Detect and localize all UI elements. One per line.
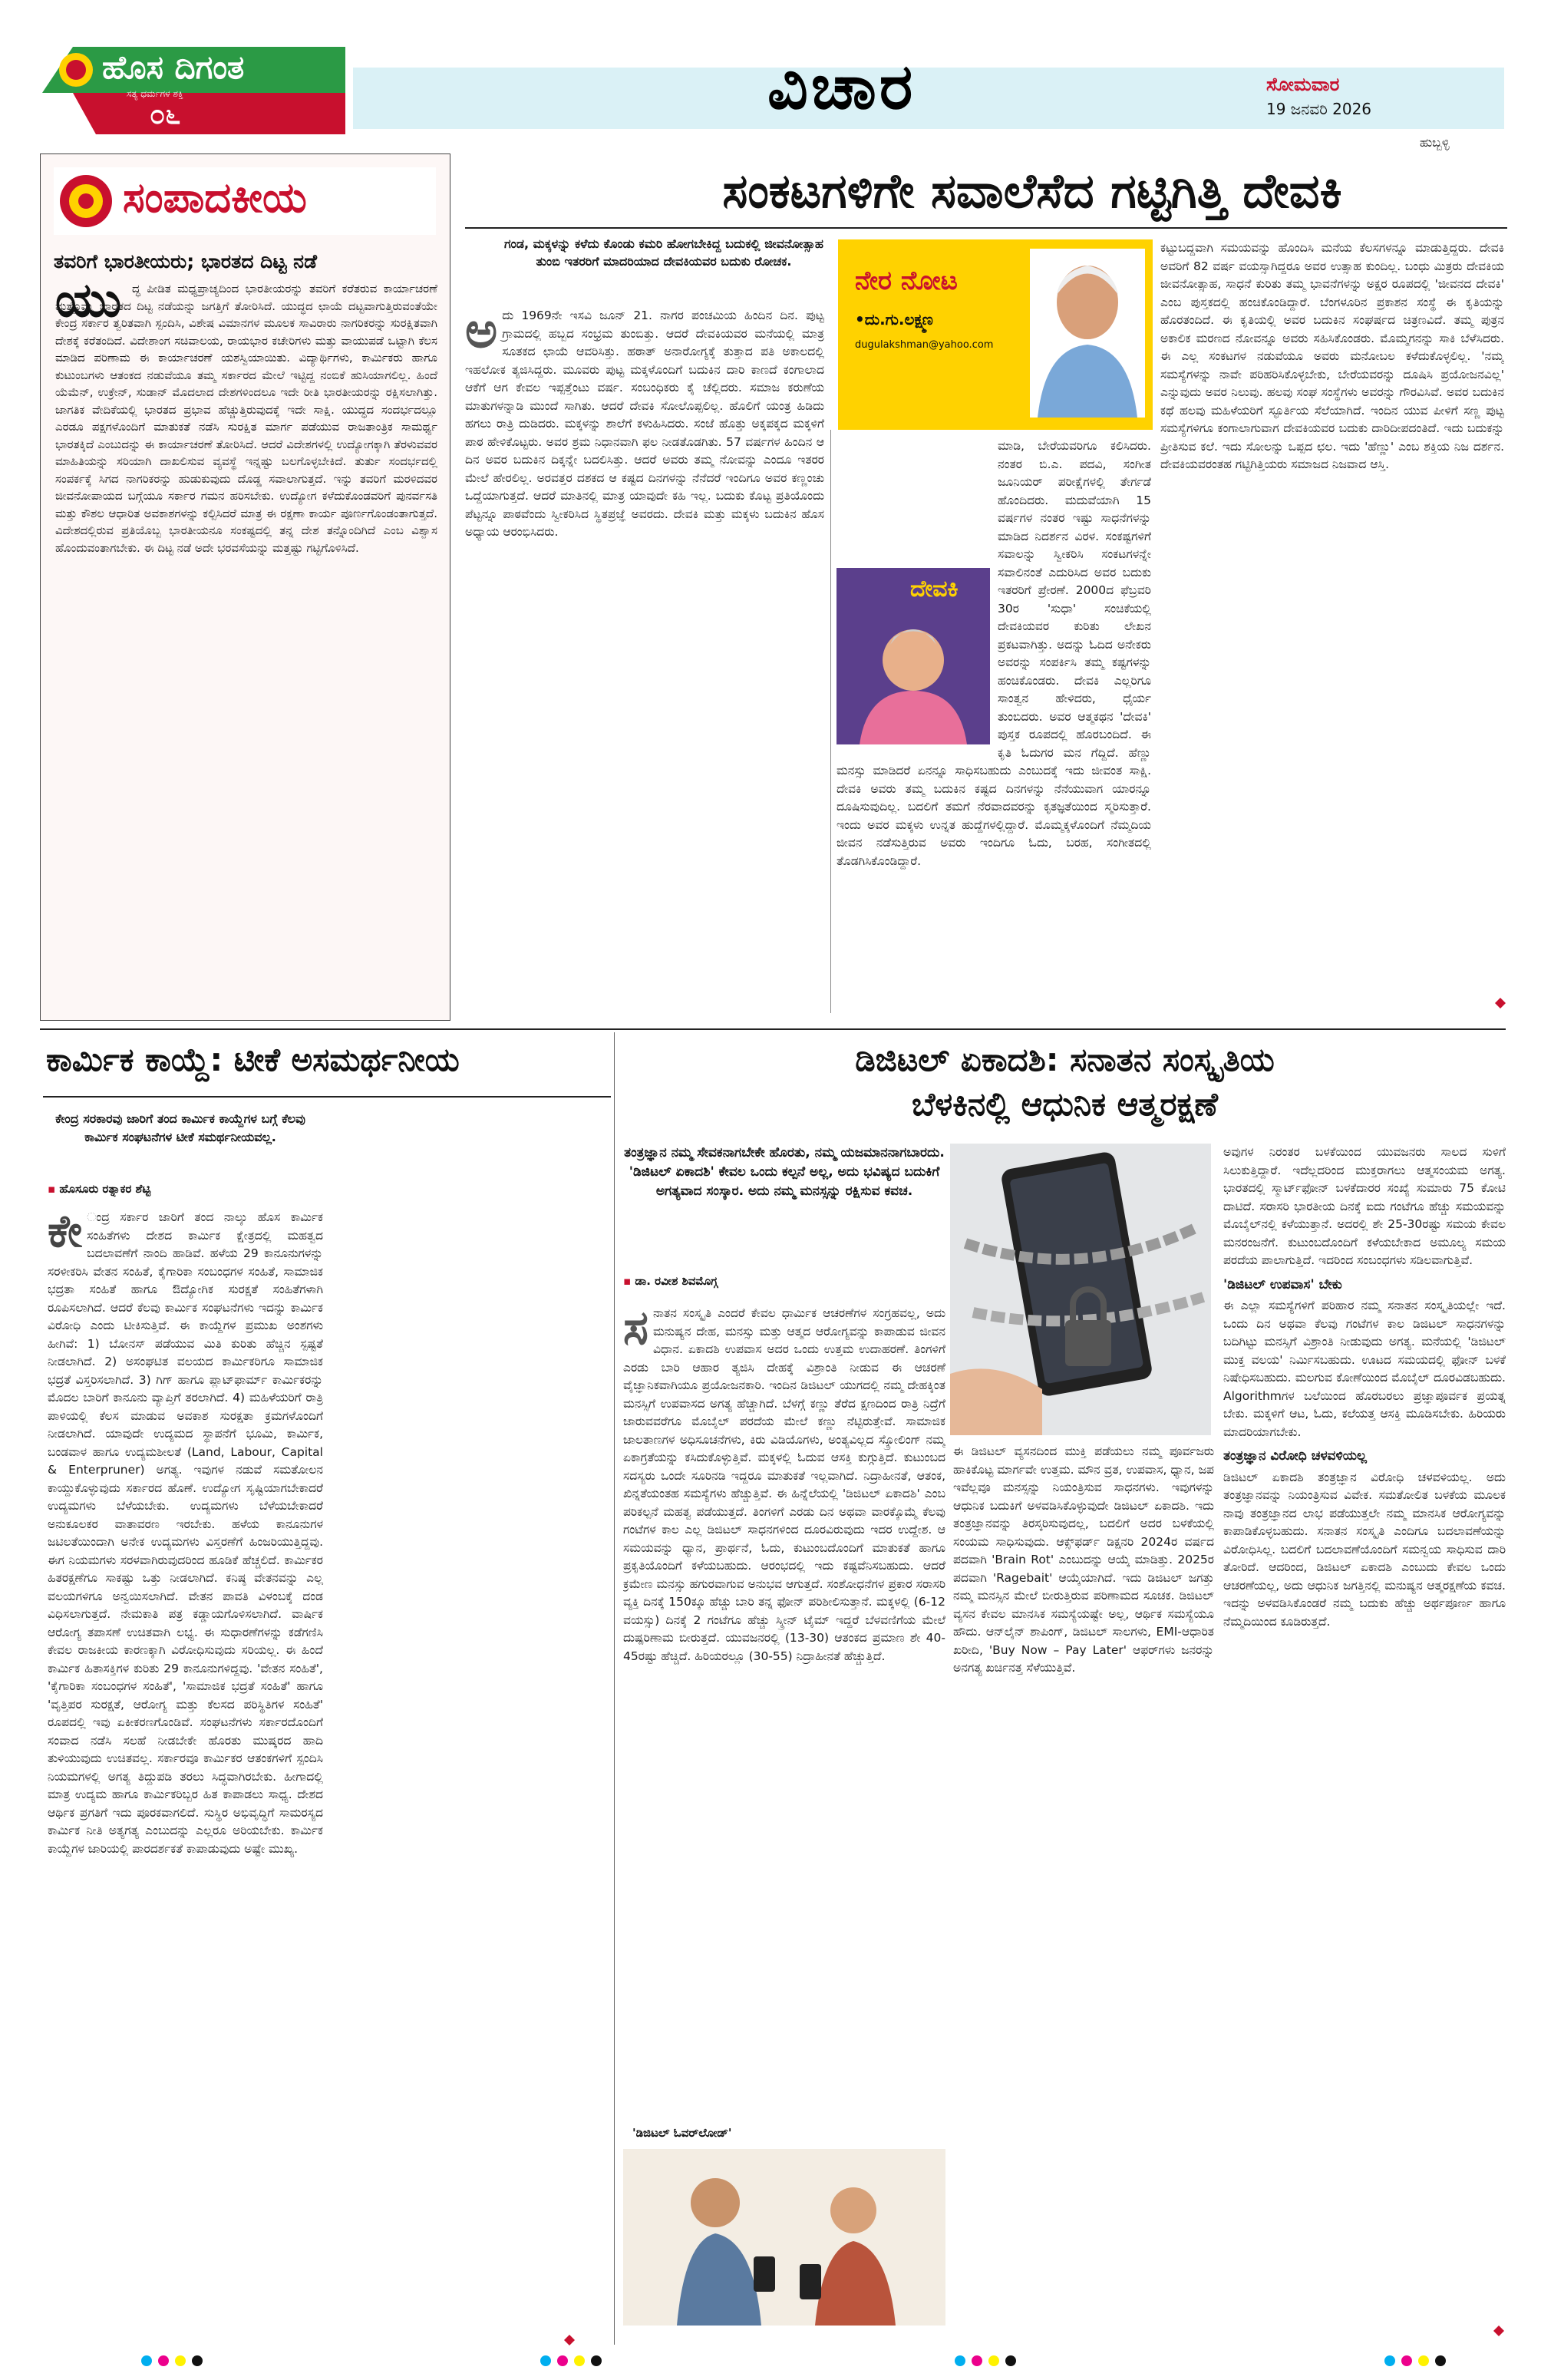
feature-body-2	[836, 437, 1151, 1013]
labour-body	[48, 1209, 615, 2322]
labour-dropcap: ಕೇ	[48, 1209, 83, 1257]
digital-author	[623, 1274, 945, 1288]
registration-marks-mid2	[952, 2355, 1019, 2369]
editorial-body	[55, 280, 437, 1005]
issue-date: 19 ಜನವರಿ 2026	[1266, 100, 1372, 118]
digital-text-4: ಈ ಎಲ್ಲಾ ಸಮಸ್ಯೆಗಳಿಗೆ ಪರಿಹಾರ ನಮ್ಮ ಸನಾತನ ಸಂಸ್ಕೃತಿಯಲ್ಲೇ ಇದೆ. ಒಂದು ದಿನ ಅಥವಾ ಕೆಲವು ಗಂಟೆಗಳ ಕಾಲ ಡಿಜಿಟಲ್ ಸಾಧನಗಳನ್ನು ಬದಿಗಿಟ್ಟು ಮನಸ್ಸಿಗೆ ವಿಶ್ರಾಂತಿ ನೀಡುವುದು ಅಗತ್ಯ. ಮನೆಯಲ್ಲಿ 'ಡಿಜಿಟಲ್ ಮುಕ್ತ ವಲಯ' ನಿರ್ಮಿಸಬಹುದು. ಊಟದ ಸಮಯದಲ್ಲಿ ಫೋನ್ ಬಳಕೆ ನಿಷೇಧಿಸಬಹುದು. ಮಲಗುವ ಕೋಣೆಯಿಂದ ಮೊಬೈಲ್ ದೂರವಿಡಬಹುದು. Algorithmಗಳ ಬಲೆಯಿಂದ ಹೊರಬರಲು ಪ್ರಜ್ಞಾಪೂರ್ವಕ ಪ್ರಯತ್ನ ಬೇಕು. ಮಕ್ಕಳಿಗೆ ಆಟ, ಓದು, ಕಲೆಯತ್ತ ಆಸಕ್ತಿ ಮೂಡಿಸಬೇಕು. ಹಿರಿಯರು ಮಾದರಿಯಾಗಬೇಕು.	[1223, 1299, 1506, 1439]
labour-text: ಂದ್ರ ಸರ್ಕಾರ ಜಾರಿಗೆ ತಂದ ನಾಲ್ಕು ಹೊಸ ಕಾರ್ಮಿಕ ಸಂಹಿತೆಗಳು ದೇಶದ ಕಾರ್ಮಿಕ ಕ್ಷೇತ್ರದಲ್ಲಿ ಮಹತ್ವದ ಬದಲಾವಣೆಗೆ ನಾಂದಿ ಹಾಡಿವೆ. ಹಳೆಯ 29 ಕಾನೂನುಗಳನ್ನು ಸರಳೀಕರಿಸಿ ವೇತನ ಸಂಹಿತೆ, ಕೈಗಾರಿಕಾ ಸಂಬಂಧಗಳ ಸಂಹಿತೆ, ಸಾಮಾಜಿಕ ಭದ್ರತಾ ಸಂಹಿತೆ ಹಾಗೂ ಔದ್ಯೋಗಿಕ ಸುರಕ್ಷತೆ ಸಂಹಿತೆಗಳಾಗಿ ರೂಪಿಸಲಾಗಿದೆ. ಆದರೆ ಕೆಲವು ಕಾರ್ಮಿಕ ಸಂಘಟನೆಗಳು ಇದನ್ನು ಕಾರ್ಮಿಕ ವಿರೋಧಿ ಎಂದು ಟೀಕಿಸುತ್ತಿವೆ. ಈ ಕಾಯ್ದೆಗಳ ಪ್ರಮುಖ ಅಂಶಗಳು ಹೀಗಿವೆ: 1) ಬೋನಸ್ ಪಡೆಯುವ ಮಿತಿ ಕುರಿತು ಹೆಚ್ಚಿನ ಸ್ಪಷ್ಟತೆ ನೀಡಲಾಗಿದೆ. 2) ಅಸಂಘಟಿತ ವಲಯದ ಕಾರ್ಮಿಕರಿಗೂ ಸಾಮಾಜಿಕ ಭದ್ರತೆ ವಿಸ್ತರಿಸಲಾಗಿದೆ. 3) ಗಿಗ್ ಹಾಗೂ ಪ್ಲಾಟ್‌ಫಾರ್ಮ್ ಕಾರ್ಮಿಕರನ್ನು ಮೊದಲ ಬಾರಿಗೆ ಕಾನೂನು ವ್ಯಾಪ್ತಿಗೆ ತರಲಾಗಿದೆ. 4) ಮಹಿಳೆಯರಿಗೆ ರಾತ್ರಿ ಪಾಳಿಯಲ್ಲಿ ಕೆಲಸ ಮಾಡುವ ಅವಕಾಶ ಸುರಕ್ಷತಾ ಕ್ರಮಗಳೊಂದಿಗೆ ನೀಡಲಾಗಿದೆ. ಯಾವುದೇ ಉದ್ಯಮದ ಸ್ಥಾಪನೆಗೆ ಭೂಮಿ, ಕಾರ್ಮಿಕ, ಬಂಡವಾಳ ಹಾಗೂ ಉದ್ಯಮಶೀಲತೆ (Land, Labour, Capital & Enterpruner) ಅಗತ್ಯ. ಇವುಗಳ ನಡುವೆ ಸಮತೋಲನ ಕಾಯ್ದುಕೊಳ್ಳುವುದು ಸರ್ಕಾರದ ಹೊಣೆ. ಉದ್ಯೋಗ ಸೃಷ್ಟಿಯಾಗಬೇಕಾದರೆ ಉದ್ಯಮಗಳು ಬೆಳೆಯಬೇಕು. ಉದ್ಯಮಗಳು ಬೆಳೆಯಬೇಕಾದರೆ ಅನುಕೂಲಕರ ವಾತಾವರಣ ಇರಬೇಕು. ಹಳೆಯ ಕಾನೂನುಗಳ ಜಟಿಲತೆಯಿಂದಾಗಿ ಅನೇಕ ಉದ್ಯಮಗಳು ವಿಸ್ತರಣೆಗೆ ಹಿಂಜರಿಯುತ್ತಿದ್ದವು. ಈಗ ನಿಯಮಗಳು ಸರಳವಾಗಿರುವುದರಿಂದ ಹೂಡಿಕೆ ಹೆಚ್ಚಲಿದೆ. ಕಾರ್ಮಿಕರ ಹಿತರಕ್ಷಣೆಗೂ ಸಾಕಷ್ಟು ಒತ್ತು ನೀಡಲಾಗಿದೆ. ಕನಿಷ್ಠ ವೇತನವನ್ನು ಎಲ್ಲ ವಲಯಗಳಿಗೂ ಅನ್ವಯಿಸಲಾಗಿದೆ. ವೇತನ ಪಾವತಿ ವಿಳಂಬಕ್ಕೆ ದಂಡ ವಿಧಿಸಲಾಗುತ್ತದೆ. ನೇಮಕಾತಿ ಪತ್ರ ಕಡ್ಡಾಯಗೊಳಿಸಲಾಗಿದೆ. ವಾರ್ಷಿಕ ಆರೋಗ್ಯ ತಪಾಸಣೆ ಉಚಿತವಾಗಿ ಲಭ್ಯ. ಈ ಸುಧಾರಣೆಗಳನ್ನು ಕಡೆಗಣಿಸಿ ಕೇವಲ ರಾಜಕೀಯ ಕಾರಣಕ್ಕಾಗಿ ವಿರೋಧಿಸುವುದು ಸರಿಯಲ್ಲ. ಈ ಹಿಂದೆ ಕಾರ್ಮಿಕ ಹಿತಾಸಕ್ತಿಗಳ ಕುರಿತು 29 ಕಾನೂನುಗಳಿದ್ದವು. 'ವೇತನ ಸಂಹಿತೆ', 'ಕೈಗಾರಿಕಾ ಸಂಬಂಧಗಳ ಸಂಹಿತೆ', 'ಸಾಮಾಜಿಕ ಭದ್ರತೆ ಸಂಹಿತೆ' ಹಾಗೂ 'ವೃತ್ತಿಪರ ಸುರಕ್ಷತೆ, ಆರೋಗ್ಯ ಮತ್ತು ಕೆಲಸದ ಪರಿಸ್ಥಿತಿಗಳ ಸಂಹಿತೆ' ರೂಪದಲ್ಲಿ ಇವು ಏಕೀಕರಣಗೊಂಡಿವೆ. ಸಂಘಟನೆಗಳು ಸರ್ಕಾರದೊಂದಿಗೆ ಸಂವಾದ ನಡೆಸಿ ಸಲಹೆ ನೀಡಬೇಕೇ ಹೊರತು ಮುಷ್ಕರದ ಹಾದಿ ತುಳಿಯುವುದು ಉಚಿತವಲ್ಲ. ಸರ್ಕಾರವೂ ಕಾರ್ಮಿಕರ ಆತಂಕಗಳಿಗೆ ಸ್ಪಂದಿಸಿ ನಿಯಮಗಳಲ್ಲಿ ಅಗತ್ಯ ತಿದ್ದುಪಡಿ ತರಲು ಸಿದ್ಧವಾಗಿರಬೇಕು. ಹೀಗಾದಲ್ಲಿ ಮಾತ್ರ ಉದ್ಯಮ ಹಾಗೂ ಕಾರ್ಮಿಕರಿಬ್ಬರ ಹಿತ ಕಾಪಾಡಲು ಸಾಧ್ಯ. ದೇಶದ ಆರ್ಥಿಕ ಪ್ರಗತಿಗೆ ಇದು ಪೂರಕವಾಗಲಿದೆ. ಸುಸ್ಥಿರ ಅಭಿವೃದ್ಧಿಗೆ ಸಾಮರಸ್ಯದ ಕಾರ್ಮಿಕ ನೀತಿ ಅತ್ಯಗತ್ಯ ಎಂಬುದನ್ನು ಎಲ್ಲರೂ ಅರಿಯಬೇಕು. ಕಾರ್ಮಿಕ ಕಾಯ್ದೆಗಳ ಜಾರಿಯಲ್ಲಿ ಪಾರದರ್ಶಕತೆ ಕಾಪಾಡುವುದು ಅಷ್ಟೇ ಮುಖ್ಯ.	[48, 1210, 323, 1856]
digital-standfirst: ತಂತ್ರಜ್ಞಾನ ನಮ್ಮ ಸೇವಕನಾಗಬೇಕೇ ಹೊರತು, ನಮ್ಮ ಯಜಮಾನನಾಗಬಾರದು. 'ಡಿಜಿಟಲ್ ಏಕಾದಶಿ' ಕೇವಲ ಒಂದು ಕಲ್ಪನೆ ಅಲ್ಲ, ಅದು ಭವಿಷ್ಯದ ಬದುಕಿಗೆ ಅಗತ್ಯವಾದ ಸಂಸ್ಕಾರ. ಅದು ನಮ್ಮ ಮನಸ್ಸನ್ನು ರಕ್ಷಿಸುವ ಕವಚ.	[624, 1145, 945, 1199]
feature-body-3	[1160, 239, 1504, 1015]
registration-marks-mid1	[537, 2355, 605, 2369]
book-cover-portrait	[844, 614, 982, 744]
labour-author-name: ಹೊಸೂರು ರತ್ನಾಕರ ಶೆಟ್ಟಿ	[59, 1182, 151, 1196]
labour-headline: ಕಾರ್ಮಿಕ ಕಾಯ್ದೆ: ಟೀಕೆ ಅಸಮರ್ಥನೀಯ	[46, 1041, 460, 1078]
author-marker-icon: ▪	[48, 1182, 60, 1196]
end-mark-icon	[1493, 2326, 1504, 2336]
feature-dropcap: ಅ	[465, 307, 498, 359]
labour-author	[48, 1182, 301, 1196]
registration-marks-left	[138, 2355, 206, 2369]
logo-block	[42, 42, 345, 134]
editorial-emblem-icon	[58, 173, 114, 229]
digital-author-name: ಡಾ. ರವೀಶ ಶಿವಮೊಗ್ಗ	[635, 1274, 718, 1288]
digital-text-5: ಡಿಜಿಟಲ್ ಏಕಾದಶಿ ತಂತ್ರಜ್ಞಾನ ವಿರೋಧಿ ಚಳವಳಿಯಲ್ಲ. ಅದು ತಂತ್ರಜ್ಞಾನವನ್ನು ನಿಯಂತ್ರಿಸುವ ವಿವೇಕ. ಸಮತೋಲಿತ ಬಳಕೆಯ ಮೂಲಕ ನಾವು ತಂತ್ರಜ್ಞಾನದ ಲಾಭ ಪಡೆಯುತ್ತಲೇ ನಮ್ಮ ಮಾನಸಿಕ ಆರೋಗ್ಯವನ್ನು ಕಾಪಾಡಿಕೊಳ್ಳಬಹುದು. ಸನಾತನ ಸಂಸ್ಕೃತಿ ಎಂದಿಗೂ ಬದಲಾವಣೆಯನ್ನು ವಿರೋಧಿಸಿಲ್ಲ. ಬದಲಿಗೆ ಬದಲಾವಣೆಯೊಂದಿಗೆ ಸಮನ್ವಯ ಸಾಧಿಸುವ ದಾರಿ ತೋರಿದೆ. ಆದರಿಂದ, ಡಿಜಿಟಲ್ ಏಕಾದಶಿ ಎಂಬುದು ಕೇವಲ ಒಂದು ಆಚರಣೆಯಲ್ಲ, ಅದು ಆಧುನಿಕ ಜಗತ್ತಿನಲ್ಲಿ ಮನುಷ್ಯನ ಆತ್ಮರಕ್ಷಣೆಯ ಕವಚ. ಇದನ್ನು ಅಳವಡಿಸಿಕೊಂಡರೆ ನಮ್ಮ ಬದುಕು ಹೆಚ್ಚು ಅರ್ಥಪೂರ್ಣ ಹಾಗೂ ನೆಮ್ಮದಿಯಿಂದ ಕೂಡಿರುತ್ತದೆ.	[1223, 1470, 1506, 1629]
feature-text-3: ಕಟ್ಟುಬದ್ದವಾಗಿ ಸಮಯವನ್ನು ಹೊಂದಿಸಿ ಮನೆಯ ಕೆಲಸಗಳನ್ನೂ ಮಾಡುತ್ತಿದ್ದರು. ದೇವಕಿ ಅವರಿಗೆ 82 ವರ್ಷ ವಯಸ್ಸಾಗಿದ್ದರೂ ಅವರ ಉತ್ಸಾಹ ಕುಂದಿಲ್ಲ. ಬಂಧು ಮಿತ್ರರು ದೇವಕಿಯ ಜೀವನೋತ್ಸಾಹ, ಸಾಧನೆ ಕುರಿತು ತಮ್ಮ ಭಾವನೆಗಳನ್ನು ಅಕ್ಷರ ರೂಪದಲ್ಲಿ 'ಜೀವನದ ದೇವಕಿ' ಎಂಬ ಪುಸ್ತಕದಲ್ಲಿ ಹಂಚಿಕೊಂಡಿದ್ದಾರೆ. ಬೆಂಗಳೂರಿನ ಪ್ರಕಾಶನ ಸಂಸ್ಥೆ ಈ ಕೃತಿಯನ್ನು ಹೊರತಂದಿದೆ. ಈ ಕೃತಿಯಲ್ಲಿ ಅವರ ಬದುಕಿನ ಸಂಘರ್ಷದ ಚಿತ್ರಣವಿದೆ. ತಮ್ಮ ಪುತ್ರನ ಅಕಾಲಿಕ ಮರಣದ ನೋವನ್ನೂ ಅವರು ಸಹಿಸಿಕೊಂಡರು. ಮೊಮ್ಮಗನನ್ನು ಸಾಕಿ ಬೆಳೆಸಿದರು. ಈ ಎಲ್ಲ ಸಂಕಟಗಳ ನಡುವೆಯೂ ಅವರು ಮನೋಬಲ ಕಳೆದುಕೊಳ್ಳಲಿಲ್ಲ. 'ನಮ್ಮ ಸಮಸ್ಯೆಗಳನ್ನು ನಾವೇ ಪರಿಹರಿಸಿಕೊಳ್ಳಬೇಕು, ಬೇರೆಯವರನ್ನು ದೂಷಿಸಿ ಪ್ರಯೋಜನವಿಲ್ಲ' ಎನ್ನುವುದು ಅವರ ನಿಲುವು. ಹಲವು ಸಂಘ ಸಂಸ್ಥೆಗಳು ಅವರನ್ನು ಗೌರವಿಸಿವೆ. ಅವರ ಬದುಕಿನ ಕಥೆ ಹಲವು ಮಹಿಳೆಯರಿಗೆ ಸ್ಫೂರ್ತಿಯ ಸೆಲೆಯಾಗಿದೆ. ಇಂದಿನ ಯುವ ಪೀಳಿಗೆ ಸಣ್ಣ ಪುಟ್ಟ ಸಮಸ್ಯೆಗಳಿಗೂ ಕಂಗಾಲಾಗುವಾಗ ದೇವಕಿಯವರ ಬದುಕು ದಾರಿದೀಪದಂತಿದೆ. ಇದು ಬದುಕನ್ನು ಪ್ರೀತಿಸುವ ಕಲೆ. ಇದು ಸೋಲನ್ನು ಒಪ್ಪದ ಛಲ. ಇದು 'ಹೆಣ್ಣು' ಎಂಬ ಶಕ್ತಿಯ ನಿಜ ದರ್ಶನ. ದೇವಕಿಯವರಂತಹ ಗಟ್ಟಿಗಿತ್ತಿಯರು ಸಮಾಜದ ನಿಜವಾದ ಆಸ್ತಿ.	[1160, 241, 1504, 471]
digital-side-heading-1: 'ಡಿಜಿಟಲ್ ಉಪವಾಸ' ಬೇಕು	[1223, 1276, 1342, 1292]
book-cover	[836, 568, 990, 744]
feature-headline: ಸಂಕಟಗಳಿಗೇ ಸವಾಲೆಸೆದ ಗಟ್ಟಿಗಿತ್ತಿ ದೇವಕಿ	[722, 163, 1342, 219]
issue-day: ಸೋಮವಾರ	[1266, 74, 1340, 95]
editorial-kicker: ಸಂಪಾದಕೀಯ	[123, 173, 307, 222]
logo-tagline: ಸತ್ಯ ಧರ್ಮಗಳ ಶಕ್ತಿ	[127, 88, 183, 99]
section-title: ವಿಚಾರ	[767, 51, 916, 124]
column-badge	[838, 239, 1153, 430]
digital-overload-illustration	[623, 2149, 945, 2326]
book-title: ದೇವಕಿ	[910, 576, 959, 602]
author-name: •ದು.ಗು.ಲಕ್ಷ್ಮಣ	[855, 310, 933, 328]
chained-phone-photo	[950, 1144, 1211, 1435]
digital-caption: 'ಡಿಜಿಟಲ್ ಓವರ್‌ಲೋಡ್'	[629, 2126, 734, 2140]
editorial-headline: ತವರಿಗೆ ಭಾರತೀಯರು; ಭಾರತದ ದಿಟ್ಟ ನಡೆ	[54, 250, 317, 272]
page-number: ೦೬	[150, 99, 181, 130]
registration-marks-right	[1381, 2355, 1449, 2369]
feature-standfirst: ಗಂಡ, ಮಕ್ಕಳನ್ನು ಕಳೆದು ಕೊಂಡು ಕಮರಿ ಹೋಗಬೇಕಿದ್ದ ಬದುಕಲ್ಲಿ ಜೀವನೋತ್ಸಾಹ ತುಂಬಿ ಇತರರಿಗೆ ಮಾದರಿಯಾದ ದೇವಕಿಯವರ ಬದುಕು ರೋಚಕ.	[504, 236, 823, 269]
labour-standfirst: ಕೇಂದ್ರ ಸರಕಾರವು ಜಾರಿಗೆ ತಂದ ಕಾರ್ಮಿಕ ಕಾಯ್ದೆಗಳ ಬಗ್ಗೆ ಕೆಲವು ಕಾರ್ಮಿಕ ಸಂಘಟನೆಗಳ ಟೀಕೆ ಸಮರ್ಥನೀಯವಲ್ಲ.	[55, 1111, 305, 1144]
digital-text-1: ನಾತನ ಸಂಸ್ಕೃತಿ ಎಂದರೆ ಕೇವಲ ಧಾರ್ಮಿಕ ಆಚರಣೆಗಳ ಸಂಗ್ರಹವಲ್ಲ, ಅದು ಮನುಷ್ಯನ ದೇಹ, ಮನಸ್ಸು ಮತ್ತು ಆತ್ಮದ ಆರೋಗ್ಯವನ್ನು ಕಾಪಾಡುವ ಜೀವನ ವಿಧಾನ. ಏಕಾದಶಿ ಉಪವಾಸ ಅದರ ಒಂದು ಉತ್ತಮ ಉದಾಹರಣೆ. ತಿಂಗಳಿಗೆ ಎರಡು ಬಾರಿ ಆಹಾರ ತ್ಯಜಿಸಿ ದೇಹಕ್ಕೆ ವಿಶ್ರಾಂತಿ ನೀಡುವ ಈ ಆಚರಣೆ ವೈಜ್ಞಾನಿಕವಾಗಿಯೂ ಪ್ರಯೋಜನಕಾರಿ. ಇಂದಿನ ಡಿಜಿಟಲ್ ಯುಗದಲ್ಲಿ ನಮ್ಮ ದೇಹಕ್ಕಿಂತ ಮನಸ್ಸಿಗೆ ಉಪವಾಸದ ಅಗತ್ಯ ಹೆಚ್ಚಾಗಿದೆ. ಬೆಳಗ್ಗೆ ಕಣ್ಣು ತೆರೆದ ಕ್ಷಣದಿಂದ ರಾತ್ರಿ ನಿದ್ರೆಗೆ ಜಾರುವವರೆಗೂ ಮೊಬೈಲ್ ಪರದೆಯ ಮೇಲೆ ಕಣ್ಣು ನೆಟ್ಟಿರುತ್ತೇವೆ. ಸಾಮಾಜಿಕ ಜಾಲತಾಣಗಳ ಅಧಿಸೂಚನೆಗಳು, ಕಿರು ವಿಡಿಯೊಗಳು, ಅಂತ್ಯವಿಲ್ಲದ ಸ್ಕ್ರೋಲಿಂಗ್ ನಮ್ಮ ಏಕಾಗ್ರತೆಯನ್ನು ಕಸಿದುಕೊಳ್ಳುತ್ತಿವೆ. ಮಕ್ಕಳಲ್ಲಿ ಓದುವ ಆಸಕ್ತಿ ಕುಗ್ಗುತ್ತಿದೆ. ಕುಟುಂಬದ ಸದಸ್ಯರು ಒಂದೇ ಸೂರಿನಡಿ ಇದ್ದರೂ ಮಾತುಕತೆ ಇಲ್ಲವಾಗಿದೆ. ನಿದ್ರಾಹೀನತೆ, ಆತಂಕ, ಖಿನ್ನತೆಯಂತಹ ಸಮಸ್ಯೆಗಳು ಹೆಚ್ಚುತ್ತಿವೆ. ಈ ಹಿನ್ನೆಲೆಯಲ್ಲಿ 'ಡಿಜಿಟಲ್ ಏಕಾದಶಿ' ಎಂಬ ಪರಿಕಲ್ಪನೆ ಮಹತ್ವ ಪಡೆಯುತ್ತದೆ. ತಿಂಗಳಿಗೆ ಎರಡು ದಿನ ಅಥವಾ ವಾರಕ್ಕೊಮ್ಮೆ ಕೆಲವು ಗಂಟೆಗಳ ಕಾಲ ಎಲ್ಲ ಡಿಜಿಟಲ್ ಸಾಧನಗಳಿಂದ ದೂರವಿರುವುದು ಇದರ ಉದ್ದೇಶ. ಆ ಸಮಯವನ್ನು ಧ್ಯಾನ, ಪ್ರಾರ್ಥನೆ, ಓದು, ಕುಟುಂಬದೊಂದಿಗೆ ಮಾತುಕತೆ ಹಾಗೂ ಪ್ರಕೃತಿಯೊಂದಿಗೆ ಕಳೆಯಬಹುದು. ಆರಂಭದಲ್ಲಿ ಇದು ಕಷ್ಟವೆನಿಸಬಹುದು. ಆದರೆ ಕ್ರಮೇಣ ಮನಸ್ಸು ಹಗುರವಾಗುವ ಅನುಭವ ಆಗುತ್ತದೆ. ಸಂಶೋಧನೆಗಳ ಪ್ರಕಾರ ಸರಾಸರಿ ವ್ಯಕ್ತಿ ದಿನಕ್ಕೆ 150ಕ್ಕೂ ಹೆಚ್ಚು ಬಾರಿ ತನ್ನ ಫೋನ್ ಪರಿಶೀಲಿಸುತ್ತಾನೆ. ಮಕ್ಕಳಲ್ಲಿ (6-12 ವಯಸ್ಸು) ದಿನಕ್ಕೆ 2 ಗಂಟೆಗೂ ಹೆಚ್ಚು ಸ್ಕ್ರೀನ್ ಟೈಮ್ ಇದ್ದರೆ ಬೆಳವಣಿಗೆಯ ಮೇಲೆ ದುಷ್ಪರಿಣಾಮ ಬೀರುತ್ತದೆ. ಯುವಜನರಲ್ಲಿ (13-30) ಆತಂಕದ ಪ್ರಮಾಣ ಶೇ 40-45ರಷ್ಟು ಹೆಚ್ಚಿದೆ. ಹಿರಿಯರಲ್ಲೂ (30-55) ನಿದ್ರಾಹೀನತೆ ಹೆಚ್ಚುತ್ತಿದೆ.	[623, 1306, 945, 1663]
editorial-kicker-bar	[54, 167, 436, 235]
editorial-dropcap: ಯು	[55, 272, 122, 328]
edition-city: ಹುಬ್ಬಳ್ಳಿ	[1420, 135, 1450, 150]
author-marker-icon: ▪	[623, 1274, 635, 1288]
digital-side-heading-2: ತಂತ್ರಜ್ಞಾನ ವಿರೋಧಿ ಚಳವಳಿಯಲ್ಲ	[1223, 1448, 1367, 1464]
feature-text-2: ಮಾಡಿ, ಬೇರೆಯವರಿಗೂ ಕಲಿಸಿದರು. ನಂತರ ಬಿ.ಎ. ಪದವಿ, ಸಂಗೀತ ಜೂನಿಯರ್ ಪರೀಕ್ಷೆಗಳಲ್ಲಿ ತೇರ್ಗಡೆ ಹೊಂದಿದರು. ಮದುವೆಯಾಗಿ 15 ವರ್ಷಗಳ ನಂತರ ಇಷ್ಟು ಸಾಧನೆಗಳನ್ನು ಮಾಡಿದ ನಿದರ್ಶನ ವಿರಳ. ಸಂಕಷ್ಟಗಳಿಗೆ ಸವಾಲನ್ನು ಸ್ವೀಕರಿಸಿ ಸಂಕಟಗಳನ್ನೇ ಸವಾಲಿನಂತೆ ಎದುರಿಸಿದ ಅವರ ಬದುಕು ಇತರರಿಗೆ ಪ್ರೇರಣೆ. 2000ದ ಫೆಬ್ರವರಿ 30ರ 'ಸುಧಾ' ಸಂಚಿಕೆಯಲ್ಲಿ ದೇವಕಿಯವರ ಕುರಿತು ಲೇಖನ ಪ್ರಕಟವಾಗಿತ್ತು. ಅದನ್ನು ಓದಿದ ಅನೇಕರು ಅವರನ್ನು ಸಂಪರ್ಕಿಸಿ ತಮ್ಮ ಕಷ್ಟಗಳನ್ನು ಹಂಚಿಕೊಂಡರು. ದೇವಕಿ ಎಲ್ಲರಿಗೂ ಸಾಂತ್ವನ ಹೇಳಿದರು, ಧೈರ್ಯ ತುಂಬಿದರು. ಅವರ ಆತ್ಮಕಥನ 'ದೇವಕಿ' ಪುಸ್ತಕ ರೂಪದಲ್ಲಿ ಹೊರಬಂದಿದೆ. ಈ ಕೃತಿ ಓದುಗರ ಮನ ಗೆದ್ದಿದೆ. ಹೆಣ್ಣು ಮನಸ್ಸು ಮಾಡಿದರೆ ಏನನ್ನೂ ಸಾಧಿಸಬಹುದು ಎಂಬುದಕ್ಕೆ ಇದು ಜೀವಂತ ಸಾಕ್ಷಿ. ದೇವಕಿ ಅವರು ತಮ್ಮ ಬದುಕಿನ ಕಷ್ಟದ ದಿನಗಳನ್ನು ನೆನೆಯುವಾಗ ಯಾರನ್ನೂ ದೂಷಿಸುವುದಿಲ್ಲ. ಬದಲಿಗೆ ತಮಗೆ ನೆರವಾದವರನ್ನು ಕೃತಜ್ಞತೆಯಿಂದ ಸ್ಮರಿಸುತ್ತಾರೆ. ಇಂದು ಅವರ ಮಕ್ಕಳು ಉನ್ನತ ಹುದ್ದೆಗಳಲ್ಲಿದ್ದಾರೆ. ಮೊಮ್ಮಕ್ಕಳೊಂದಿಗೆ ನೆಮ್ಮದಿಯ ಜೀವನ ನಡೆಸುತ್ತಿರುವ ಅವರು ಇಂದಿಗೂ ಓದು, ಬರಹ, ಸಂಗೀತದಲ್ಲಿ ತೊಡಗಿಸಿಕೊಂಡಿದ್ದಾರೆ.	[836, 439, 1151, 868]
digital-headline-1: ಡಿಜಿಟಲ್ ಏಕಾದಶಿ: ಸನಾತನ ಸಂಸ್ಕೃತಿಯ	[855, 1041, 1275, 1078]
digital-body-2	[953, 1443, 1214, 2326]
masthead	[0, 0, 1541, 153]
author-email: dugulakshman@yahoo.com	[855, 339, 994, 351]
digital-dropcap: ಸ	[623, 1305, 648, 1355]
logo-text: ಹೊಸ ದಿಗಂತ	[102, 48, 245, 86]
column-name: ನೇರ ನೋಟ	[855, 266, 958, 296]
digital-text-2: ಈ ಡಿಜಿಟಲ್ ವ್ಯಸನದಿಂದ ಮುಕ್ತಿ ಪಡೆಯಲು ನಮ್ಮ ಪೂರ್ವಜರು ಹಾಕಿಕೊಟ್ಟ ಮಾರ್ಗವೇ ಉತ್ತಮ. ಮೌನ ವ್ರತ, ಉಪವಾಸ, ಧ್ಯಾನ, ಜಪ ಇವೆಲ್ಲವೂ ಮನಸ್ಸನ್ನು ನಿಯಂತ್ರಿಸುವ ಸಾಧನಗಳು. ಇವುಗಳನ್ನು ಆಧುನಿಕ ಬದುಕಿಗೆ ಅಳವಡಿಸಿಕೊಳ್ಳುವುದೇ ಡಿಜಿಟಲ್ ಏಕಾದಶಿ. ಇದು ತಂತ್ರಜ್ಞಾನವನ್ನು ತಿರಸ್ಕರಿಸುವುದಲ್ಲ, ಬದಲಿಗೆ ಅದರ ಬಳಕೆಯಲ್ಲಿ ಸಂಯಮ ಸಾಧಿಸುವುದು. ಆಕ್ಸ್‌ಫರ್ಡ್ ಡಿಕ್ಷನರಿ 2024ರ ವರ್ಷದ ಪದವಾಗಿ 'Brain Rot' ಎಂಬುದನ್ನು ಆಯ್ಕೆ ಮಾಡಿತ್ತು. 2025ರ ಪದವಾಗಿ 'Ragebait' ಆಯ್ಕೆಯಾಗಿದೆ. ಇದು ಡಿಜಿಟಲ್ ಜಗತ್ತು ನಮ್ಮ ಮನಸ್ಸಿನ ಮೇಲೆ ಬೀರುತ್ತಿರುವ ಪರಿಣಾಮದ ಸೂಚಕ. ಡಿಜಿಟಲ್ ವ್ಯಸನ ಕೇವಲ ಮಾನಸಿಕ ಸಮಸ್ಯೆಯಷ್ಟೇ ಅಲ್ಲ, ಆರ್ಥಿಕ ಸಮಸ್ಯೆಯೂ ಹೌದು. ಆನ್‌ಲೈನ್ ಶಾಪಿಂಗ್, ಡಿಜಿಟಲ್ ಸಾಲಗಳು, EMI-ಆಧಾರಿತ ಖರೀದಿ, 'Buy Now – Pay Later' ಆಫರ್‌ಗಳು ಜನರನ್ನು ಅನಗತ್ಯ ಖರ್ಚಿನತ್ತ ಸೆಳೆಯುತ್ತಿವೆ.	[953, 1444, 1214, 1675]
editorial-text: ದ್ಧ ಪೀಡಿತ ಮಧ್ಯಪ್ರಾಚ್ಯದಿಂದ ಭಾರತೀಯರನ್ನು ತವರಿಗೆ ಕರೆತರುವ ಕಾರ್ಯಾಚರಣೆ ಮತ್ತೊಮ್ಮೆ ಭಾರತದ ದಿಟ್ಟ ನಡೆಯನ್ನು ಜಗತ್ತಿಗೆ ತೋರಿಸಿದೆ. ಯುದ್ಧದ ಛಾಯೆ ದಟ್ಟವಾಗುತ್ತಿರುವಂತೆಯೇ ಕೇಂದ್ರ ಸರ್ಕಾರ ತ್ವರಿತವಾಗಿ ಸ್ಪಂದಿಸಿ, ವಿಶೇಷ ವಿಮಾನಗಳ ಮೂಲಕ ಸಾವಿರಾರು ನಾಗರಿಕರನ್ನು ಸುರಕ್ಷಿತವಾಗಿ ದೇಶಕ್ಕೆ ಕರೆತಂದಿದೆ. ವಿದೇಶಾಂಗ ಸಚಿವಾಲಯ, ರಾಯಭಾರ ಕಚೇರಿಗಳು ಮತ್ತು ವಾಯುಪಡೆ ಒಟ್ಟಾಗಿ ಕೆಲಸ ಮಾಡಿದ ಪರಿಣಾಮ ಈ ಕಾರ್ಯಾಚರಣೆ ಯಶಸ್ವಿಯಾಯಿತು. ವಿದ್ಯಾರ್ಥಿಗಳು, ಕಾರ್ಮಿಕರು ಹಾಗೂ ಕುಟುಂಬಗಳು ಆತಂಕದ ನಡುವೆಯೂ ತಮ್ಮ ಸರ್ಕಾರದ ಮೇಲೆ ಇಟ್ಟಿದ್ದ ನಂಬಿಕೆ ಹುಸಿಯಾಗಲಿಲ್ಲ. ಹಿಂದೆ ಯೆಮೆನ್, ಉಕ್ರೇನ್, ಸುಡಾನ್ ಮೊದಲಾದ ದೇಶಗಳಿಂದಲೂ ಇದೇ ರೀತಿ ಭಾರತೀಯರನ್ನು ರಕ್ಷಿಸಲಾಗಿತ್ತು. ಜಾಗತಿಕ ವೇದಿಕೆಯಲ್ಲಿ ಭಾರತದ ಪ್ರಭಾವ ಹೆಚ್ಚುತ್ತಿರುವುದಕ್ಕೆ ಇದೇ ಸಾಕ್ಷಿ. ಯುದ್ಧದ ಸಂದರ್ಭದಲ್ಲೂ ಎರಡೂ ಪಕ್ಷಗಳೊಂದಿಗೆ ಮಾತುಕತೆ ನಡೆಸಿ ಸುರಕ್ಷಿತ ಮಾರ್ಗ ಪಡೆಯುವ ರಾಜತಾಂತ್ರಿಕ ಸಾಮರ್ಥ್ಯ ಭಾರತಕ್ಕಿದೆ ಎಂಬುದನ್ನು ಈ ಕಾರ್ಯಾಚರಣೆ ತೋರಿಸಿದೆ. ಆದರೆ ವಿದೇಶಗಳಲ್ಲಿ ಉದ್ಯೋಗಕ್ಕಾಗಿ ತೆರಳುವವರ ಮಾಹಿತಿಯನ್ನು ಸರಿಯಾಗಿ ದಾಖಲಿಸುವ ವ್ಯವಸ್ಥೆ ಇನ್ನಷ್ಟು ಬಲಗೊಳ್ಳಬೇಕಿದೆ. ತುರ್ತು ಸಂದರ್ಭದಲ್ಲಿ ಸಂಪರ್ಕಕ್ಕೆ ಸಿಗದ ನಾಗರಿಕರನ್ನು ಹುಡುಕುವುದು ದೊಡ್ಡ ಸವಾಲಾಗುತ್ತದೆ. ಇನ್ನು ತವರಿಗೆ ಮರಳಿದವರ ಜೀವನೋಪಾಯದ ಬಗ್ಗೆಯೂ ಸರ್ಕಾರ ಗಮನ ಹರಿಸಬೇಕು. ಉದ್ಯೋಗ ಕಳೆದುಕೊಂಡವರಿಗೆ ಪುನರ್ವಸತಿ ಮತ್ತು ಕೌಶಲ ಆಧಾರಿತ ಅವಕಾಶಗಳನ್ನು ಕಲ್ಪಿಸಿದರೆ ಮಾತ್ರ ಈ ರಕ್ಷಣಾ ಕಾರ್ಯ ಪೂರ್ಣಗೊಂಡಂತಾಗುತ್ತದೆ. ವಿದೇಶದಲ್ಲಿರುವ ಪ್ರತಿಯೊಬ್ಬ ಭಾರತೀಯನೂ ಸಂಕಷ್ಟದಲ್ಲಿ ತನ್ನ ದೇಶ ತನ್ನೊಂದಿಗಿದೆ ಎಂಬ ವಿಶ್ವಾಸ ಹೊಂದುವಂತಾಗಬೇಕು. ಈ ದಿಟ್ಟ ನಡೆ ಅದೇ ಭರವಸೆಯನ್ನು ಮತ್ತಷ್ಟು ಗಟ್ಟಿಗೊಳಿಸಿದೆ.	[55, 282, 437, 555]
digital-text-3: ಅವುಗಳ ನಿರಂತರ ಬಳಕೆಯಿಂದ ಯುವಜನರು ಸಾಲದ ಸುಳಿಗೆ ಸಿಲುಕುತ್ತಿದ್ದಾರೆ. ಇದೆಲ್ಲದರಿಂದ ಮುಕ್ತರಾಗಲು ಆತ್ಮಸಂಯಮ ಅಗತ್ಯ. ಭಾರತದಲ್ಲಿ ಸ್ಮಾರ್ಟ್‌ಫೋನ್ ಬಳಕೆದಾರರ ಸಂಖ್ಯೆ ಸುಮಾರು 75 ಕೋಟಿ ದಾಟಿದೆ. ಸರಾಸರಿ ಭಾರತೀಯ ದಿನಕ್ಕೆ ಐದು ಗಂಟೆಗೂ ಹೆಚ್ಚು ಸಮಯವನ್ನು ಮೊಬೈಲ್‌ನಲ್ಲಿ ಕಳೆಯುತ್ತಾನೆ. ಅದರಲ್ಲಿ ಶೇ 25-30ರಷ್ಟು ಸಮಯ ಕೇವಲ ಮನರಂಜನೆಗೆ. ಕುಟುಂಬದೊಂದಿಗೆ ಕಳೆಯಬೇಕಾದ ಅಮೂಲ್ಯ ಸಮಯ ಪರದೆಯ ಪಾಲಾಗುತ್ತಿದೆ. ಇದರಿಂದ ಸಂಬಂಧಗಳು ಸಡಿಲವಾಗುತ್ತಿವೆ.	[1223, 1145, 1506, 1267]
digital-headline-2: ಬೆಳಕಿನಲ್ಲಿ ಆಧುನಿಕ ಆತ್ಮರಕ್ಷಣೆ	[912, 1085, 1218, 1123]
digital-body-1	[623, 1305, 945, 2141]
feature-body-1	[465, 307, 824, 1013]
end-mark-icon	[564, 2335, 575, 2345]
end-mark-icon	[1495, 998, 1506, 1008]
author-photo	[1030, 249, 1145, 418]
digital-body-3	[1223, 1144, 1506, 2333]
feature-text-1: ದು 1969ನೇ ಇಸವಿ ಜೂನ್ 21. ನಾಗರ ಪಂಚಮಿಯ ಹಿಂದಿನ ದಿನ. ಪುಟ್ಟ ಗ್ರಾಮದಲ್ಲಿ ಹಬ್ಬದ ಸಂಭ್ರಮ ತುಂಬಿತ್ತು. ಆದರೆ ದೇವಕಿಯವರ ಮನೆಯಲ್ಲಿ ಮಾತ್ರ ಸೂತಕದ ಛಾಯೆ ಆವರಿಸಿತ್ತು. ಹಠಾತ್ ಅನಾರೋಗ್ಯಕ್ಕೆ ತುತ್ತಾದ ಪತಿ ಅಕಾಲದಲ್ಲಿ ಇಹಲೋಕ ತ್ಯಜಿಸಿದ್ದರು. ಮೂವರು ಪುಟ್ಟ ಮಕ್ಕಳೊಂದಿಗೆ ಬದುಕಿನ ದಾರಿ ಕಾಣದೆ ಕಂಗಾಲಾದ ಆಕೆಗೆ ಆಗ ಕೇವಲ ಇಪ್ಪತ್ತೆಂಟು ವರ್ಷ. ಸಂಬಂಧಿಕರು ಕೈ ಚೆಲ್ಲಿದರು. ಸಮಾಜ ಕರುಣೆಯ ಮಾತುಗಳನ್ನಾಡಿ ಮುಂದೆ ಸಾಗಿತು. ಆದರೆ ದೇವಕಿ ಸೋಲೊಪ್ಪಲಿಲ್ಲ. ಹೊಲಿಗೆ ಯಂತ್ರ ಹಿಡಿದು ಹಗಲು ರಾತ್ರಿ ದುಡಿದರು. ಮಕ್ಕಳನ್ನು ಶಾಲೆಗೆ ಕಳುಹಿಸಿದರು. ಸಂಜೆ ಹೊತ್ತು ಅಕ್ಕಪಕ್ಕದ ಮಕ್ಕಳಿಗೆ ಪಾಠ ಹೇಳಿಕೊಟ್ಟರು. ಅವರ ಶ್ರಮ ನಿಧಾನವಾಗಿ ಫಲ ನೀಡತೊಡಗಿತು. 57 ವರ್ಷಗಳ ಹಿಂದಿನ ಆ ದಿನ ಅವರ ಬದುಕಿನ ದಿಕ್ಕನ್ನೇ ಬದಲಿಸಿತ್ತು. ಆದರೆ ಅವರು ತಮ್ಮ ನೋವನ್ನು ಎಂದೂ ಇತರರ ಮೇಲೆ ಹೇರಲಿಲ್ಲ. ಅರವತ್ತರ ದಶಕದ ಆ ಕಷ್ಟದ ದಿನಗಳನ್ನು ನೆನೆದರೆ ಇಂದಿಗೂ ಅವರ ಕಣ್ಣಂಚು ಒದ್ದೆಯಾಗುತ್ತದೆ. ಆದರೆ ಮಾತಿನಲ್ಲಿ ಮಾತ್ರ ಯಾವುದೇ ಕಹಿ ಇಲ್ಲ. ಬದುಕು ಕೊಟ್ಟ ಪ್ರತಿಯೊಂದು ಪೆಟ್ಟನ್ನೂ ಪಾಠವೆಂದು ಸ್ವೀಕರಿಸಿದ ಸ್ಥಿತಪ್ರಜ್ಞೆ ಅವರದು. ದೇವಕಿ ಮತ್ತು ಮಕ್ಕಳು ಬದುಕಿನ ಹೊಸ ಅಧ್ಯಾಯ ಆರಂಭಿಸಿದರು.	[465, 309, 824, 539]
